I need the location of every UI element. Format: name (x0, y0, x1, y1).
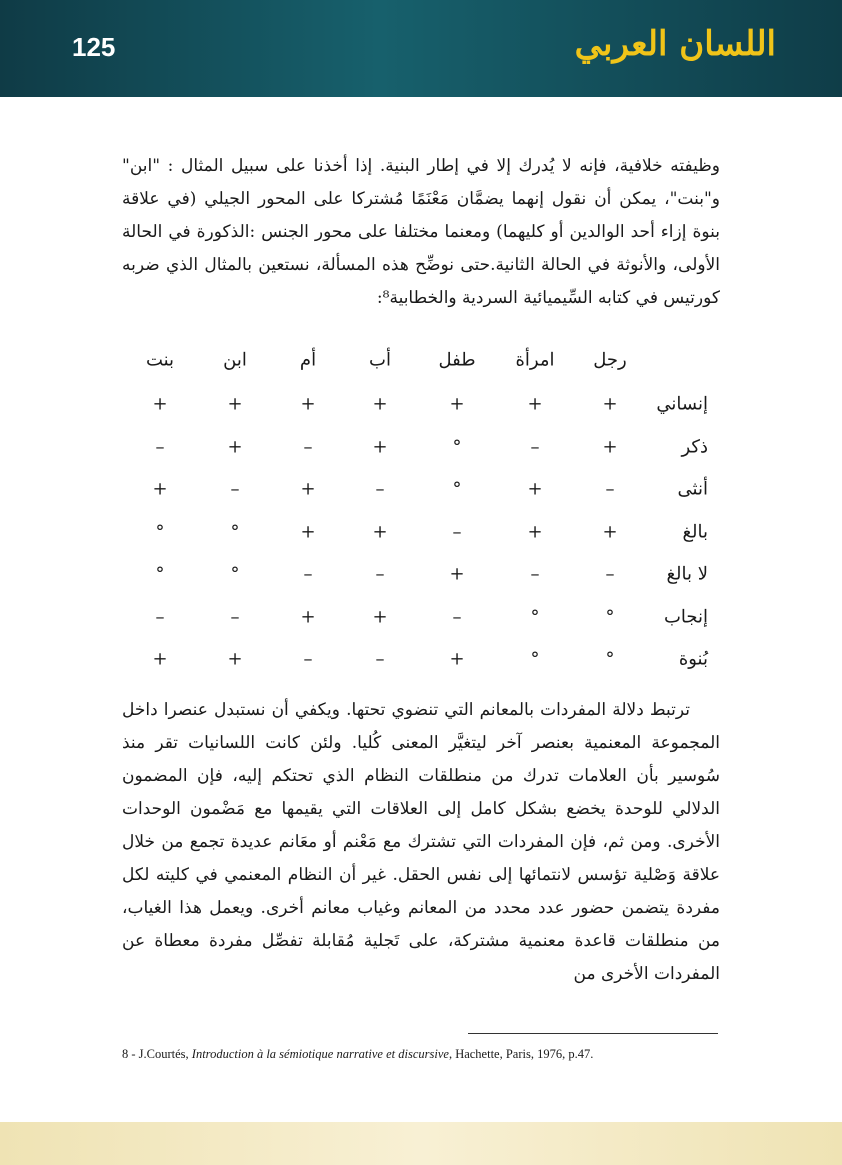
table-cell: + (449, 393, 465, 415)
table-cell: ° (452, 436, 462, 457)
table-cell: ° (605, 606, 615, 627)
table-column-header: ابن (223, 349, 247, 371)
journal-logo: اللسان العربي (574, 24, 776, 64)
table-cell: + (372, 521, 388, 542)
table-cell: + (300, 393, 316, 415)
table-cell: ° (230, 521, 240, 542)
paragraph-2: ترتبط دلالة المفردات بالمعانم التي تنضوي تحتها. ويكفي أن نستبدل عنصرا داخل المجموعة المعنمية بعنصر آخر ليتغيَّر المعنى كُليا. ولئن كانت اللسانيات تقر منذ سُوسير بأن العلامات تدرك من منطلقات النظام الذي تحتكم إليه، فإن المضمون الدلالي للوحدة يخضع بشكل كامل إلى العلاقات التي يقيمها مع مَضْمون الوحدات الأخرى. ومن ثم، فإن المفردات التي تشترك مع مَعْنم أو معَانم عديدة تجمع من خلال علاقة وَصْلية تؤسس لانتمائها إلى نفس الحقل. غير أن النظام المعنمي في كليته لكل مفردة يتضمن حضور عدد محدد من المعانم وغياب معانم أخرى. ويعمل هذا الغياب، من منطلقات قاعدة معنمية مشتركة، على تَجلية مُقابلة تفصِّل مفردة معطاة عن المفردات الأخرى من (122, 700, 721, 984)
table-cell: ° (452, 478, 462, 500)
table-cell: ° (530, 648, 540, 670)
table-cell: + (300, 521, 316, 542)
table-cell: – (375, 563, 385, 585)
table-cell: – (605, 563, 615, 585)
table-cell: + (602, 393, 618, 415)
table-cell: + (527, 393, 543, 415)
table-cell: ° (605, 648, 615, 670)
table-cell: + (300, 478, 316, 500)
table-cell: + (152, 393, 168, 415)
table-row-label: إنجاب (663, 606, 708, 627)
table-cell: + (227, 436, 243, 457)
table-row-label: لا بالغ (666, 563, 708, 585)
table-cell: – (452, 606, 462, 627)
table-cell: + (372, 393, 388, 415)
table-column-header: رجل (593, 349, 627, 371)
table-cell: ° (530, 606, 540, 627)
table-cell: + (527, 478, 543, 500)
table-row-label: بُنوة (678, 648, 708, 670)
footnote-separator (468, 1033, 718, 1034)
table-cell: + (372, 606, 388, 627)
table-cell: – (230, 478, 240, 500)
table-cell: – (452, 521, 462, 542)
table-column-header: أب (369, 349, 391, 371)
table-cell: + (449, 648, 465, 670)
footnote-prefix: 8 - J.Courtés, (122, 1047, 192, 1061)
table-column-header: طفل (438, 349, 476, 371)
semantic-feature-table (120, 340, 720, 680)
table-cell: – (303, 648, 313, 670)
table-cell: + (602, 521, 618, 542)
table-cell: + (300, 606, 316, 627)
table-row-label: أنثى (677, 478, 708, 500)
table-cell: – (155, 606, 165, 627)
page-header (0, 0, 842, 97)
table-column-header: امرأة (515, 349, 555, 371)
table-column-header: بنت (145, 349, 175, 371)
table-column-header: أم (299, 349, 317, 371)
table-cell: ° (155, 563, 165, 585)
page-number: 125 (72, 32, 116, 62)
table-cell: – (530, 563, 540, 585)
table-cell: – (303, 563, 313, 585)
table-cell: – (605, 478, 615, 500)
table-cell: + (227, 393, 243, 415)
table-cell: – (303, 436, 313, 457)
table-row-label: إنساني (656, 393, 708, 415)
table-cell: + (152, 648, 168, 670)
table-cell: – (375, 648, 385, 670)
footnote-book-title: Introduction à la sémiotique narrative et discursive (191, 1047, 449, 1061)
table-cell: + (449, 563, 465, 585)
table-cell: + (227, 648, 243, 670)
table-cell: ° (155, 521, 165, 542)
table-cell: + (372, 436, 388, 457)
footnote (122, 1047, 720, 1062)
table-cell: – (530, 436, 540, 457)
table-cell: – (375, 478, 385, 500)
table-row-label: ذكر (681, 436, 708, 457)
footnote-suffix: , Hachette, Paris, 1976, p.47. (448, 1047, 594, 1061)
table-cell: – (155, 436, 165, 457)
paragraph-1: وظيفته خلافية، فإنه لا يُدرك إلا في إطار البنية. إذا أخذنا على سبيل المثال : "ابن" و"بنت"، يمكن أن نقول إنهما يضمَّان مَعْنَمًا مُشتركا على المحور الجيلي (في علاقة بنوة إزاء أحد الوالدين أو كليهما) ومعنما مختلفا على محور الجنس :الذكورة في الحالة الأولى، والأنوثة في الحالة الثانية.حتى نوضِّح هذه المسألة، نستعين بالمثال الذي ضربه كورتيس في كتابه السِّيميائية السردية والخطابية⁸: (122, 156, 720, 308)
table-row-label: بالغ (682, 521, 708, 542)
table-cell: + (152, 478, 168, 500)
table-cell: ° (230, 563, 240, 585)
table-cell: + (527, 521, 543, 542)
table-cell: – (230, 606, 240, 627)
page-footer-band (0, 1122, 842, 1165)
table-cell: + (602, 436, 618, 457)
